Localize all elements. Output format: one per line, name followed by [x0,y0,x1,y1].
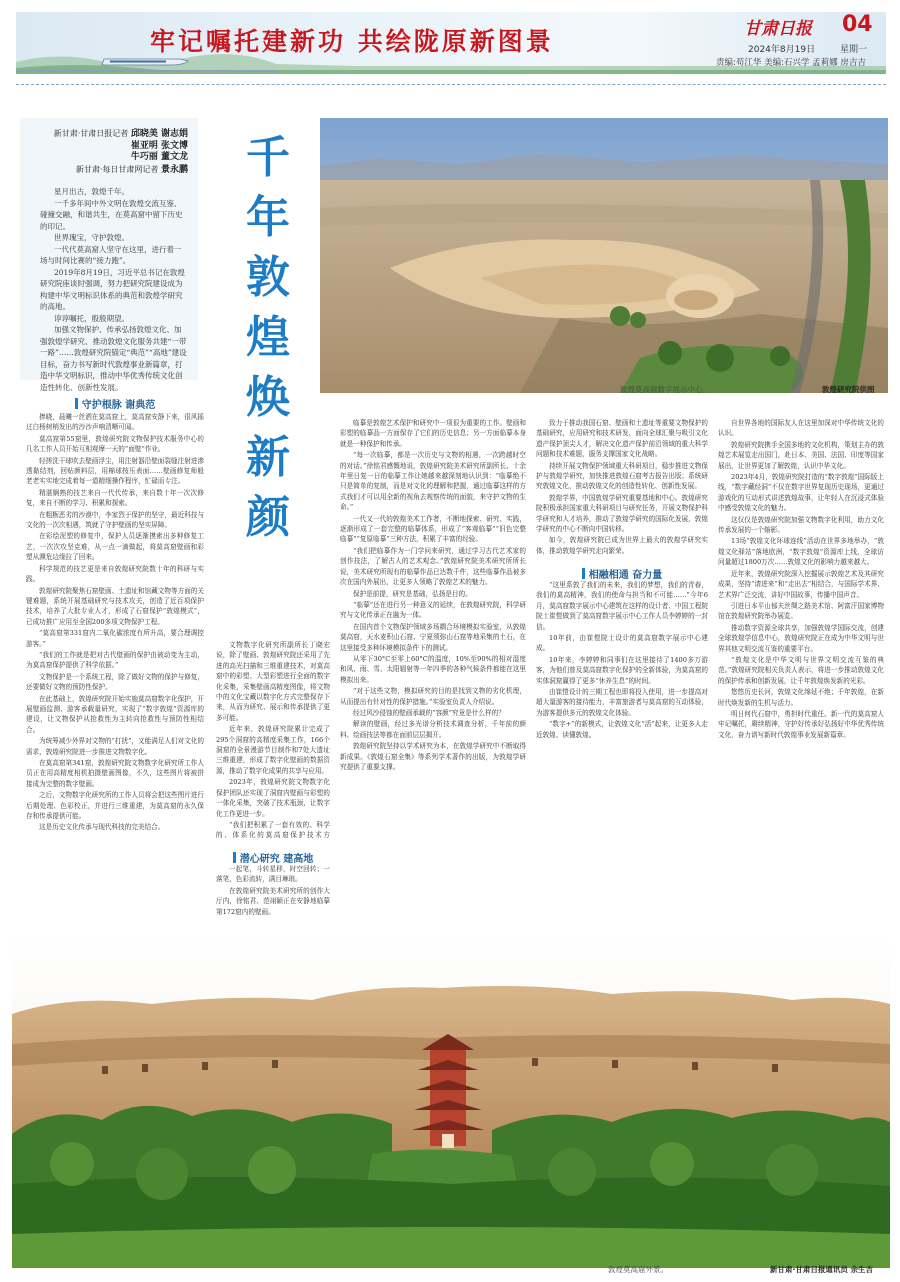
paragraph: “我们的工作就是把对古代壁画的保护由被动变为主动，为莫高窟保护提供了科学依据。” [26,650,204,670]
paragraph: 文物保护是一个系统工程，除了做好文物的保护与修复，还要做好文物的预防性保护。 [26,672,204,692]
article-column [536,580,708,924]
paragraph: 保护是前提，研究是基础，弘扬是目的。 [353,589,472,598]
paragraph: 一代又一代的敦煌美术工作者，不断地探索、研究、实践，逐渐形成了一套完整的临摹体系，形成了“客观临摹”“旧色完整临摹”“复原临摹”三种方法，积累了丰富的经验。 [340,514,526,544]
editorial-staff: 责编:苟江华 美编:石兴学 孟莉娜 房吉吉 [716,58,866,68]
lead-paragraph: 一千多年间中外文明在敦煌交流互鉴、碰撞交融，和谐共生，在莫高窟中留下历史的印记。 [40,198,183,231]
page-number: 04 [842,12,873,37]
lead-paragraph: 2019年8月19日，习近平总书记在敦煌研究院座谈时强调，努力把研究院建设成为构建中华文明标识体系的典范和敦煌学研究的高地。 [40,267,185,311]
paragraph: 敦煌研究院聚焦石窟壁画、土遗址和馆藏文物等方面的关键难题，系统开展基础研究与技术攻关，创造了近百项保护技术，培养了大批专业人才，形成了石窟保护“敦煌模式”，已成功推广应用至全国200多项文物保护工程。 [26,586,204,626]
heading-marker [233,852,236,863]
title-char: 年 [246,192,290,243]
paragraph: “我们把积累了一套有效的、科学的、体系化的莫高窟保护技术方 [216,820,330,840]
lead-paragraph: 一代代莫高窟人坚守在这里，进行着一场与时间比赛的“接力跑”。 [40,244,182,265]
paragraph: 10年前，由崔愷院士设计的莫高窟数字展示中心建成。 [536,634,708,653]
paragraph: 如今，敦煌研究院已成为世界上最大的敦煌学研究实体，推动敦煌学研究走向繁荣。 [536,536,708,555]
article-column [536,418,708,558]
article-column [26,412,204,924]
page-headline: 牢记嘱托建新功 共绘陇原新图景 [150,27,554,56]
paragraph: 经过风沙侵蚀的壁画承载的“容颜”究竟是什么样的？ [353,708,505,717]
paragraph: 敦煌学界，中国敦煌学研究重要基地和中心。敦煌研究院积极承担国家重大科研项目与研究任务，开展文物保护科学研究和人才培养，推动了敦煌学研究的国际化发展，敦煌学研究的中心不断向中国转移。 [536,493,708,534]
paragraph: 这是历史文化传承与现代科技的完美结合。 [39,823,165,832]
title-char: 千 [246,132,290,183]
byline [38,128,188,176]
paragraph: “莫高窟第331窟内二氧化碳浓度有所升高，要合理调控游客。” [26,629,204,648]
paragraph: 轻搓洗干球吹去壁画浮尘，用注射器沿壁面裂缝注射进渗透黏结剂，回贴颜料层，用棉球按压表面……壁画修复师般老老实实地完成着每一道精细操作程序，忙碌而专注。 [26,456,204,486]
paragraph: 10年来，李婷婷和同事们在这里接待了1400多万游客，为他们普及莫高窟数字化保护的全新体验，为莫高窟的实体洞窟赢得了更多“休养生息”的时间。 [536,655,708,685]
paragraph: “临摹”还在进行另一种意义的延续，在敦煌研究院，科学研究与文化传承正在融为一体。 [340,600,526,620]
byline-org: 新甘肃·每日甘肃网记者 [75,164,159,174]
paragraph: 莫高窟第55窟里，敦煌研究院文物保护技术服务中心的几名工作人员开始互相观摩一天的“面壁”作业。 [26,434,204,454]
paragraph: 在粗粝恶劣的沙漠中，李家烈于保护的坚守，最近科技与文化的一次次相遇，筑就了守护壁画的坚实屏障。 [26,510,204,530]
article-title [238,128,298,548]
paragraph: 科学规范的技艺更是来自敦煌研究院数十年的科研与实践。 [26,564,204,584]
title-char: 焕 [246,372,290,423]
paragraph: 致力于推动我国石窟、壁画和土遗址等重要文物保护的基础研究，应用研究和技术研发，面向全球汇聚与吸引文化遗产保护顶尖人才，解决文化遗产保护前沿领域的重大科学问题和技术难题，服务支撑国家文化战略。 [536,419,708,459]
paragraph: 文物数字化研究所副所长丁晓宏说，除了壁画、敦煌研究院还采用了先进的高光扫描和三维重建技术，对莫高窟中的彩塑、大型彩塑进行全面的数字化采集，采集壁画高精度图像，将文物中的文化宝藏以数字化方式完整保存下来，从而为研究、展示和传承提供了更多可能。 [216,641,330,722]
lead-paragraph: 谆谆嘱托，殷殷期望。 [54,313,129,323]
paragraph: 2023年4月，敦煌研究院打造的“数字敦煌”国际版上线，“数字藏经洞”不仅在数字世界复现历史现场，更通过游戏化的互动形式讲述敦煌故事，让年轻人在沉浸式体验中感受敦煌文化的魅力。 [718,473,884,513]
paragraph: 之后，文物数字化研究所的工作人员将会把这些图片进行后期处理、色彩校正，并进行三维重建，为莫高窟的永久保存和传承提供可能。 [26,791,204,821]
paragraph: 精湛娴熟的技艺来自一代代传承，来自数十年一次次修复，来自不断的学习、积累和探索。 [26,488,204,508]
paragraph: “这里系敦了我们的未来，我们的梦想，我们的青春，我们的莫高精神，我们的使命与担当和不可能……”今年6月，莫高窟数字展示中心建筑在这样的设计者、中国工程院院士崔愷做到了莫高窟数字展示中心工作人员李婷婷的一封信。 [536,581,708,631]
paragraph: 这仅仅是敦煌研究院加强文物数字化利用，助力文化传承发展的一个缩影。 [718,515,884,535]
paragraph: 临摹是敦煌艺术保护和研究中一项很为重要的工作。壁画和彩塑的临摹品一方面保存了它们的历史信息；另一方面临摹本身就是一种保护和传承。 [340,419,526,448]
paragraph: 捧晓，晨曦一丝洒在莫高窟上，莫高窟安静下来，很风摇过白杨树梢发出的沙沙声响清晰可闻。 [26,413,204,432]
section-heading [30,396,200,411]
article-column [718,418,884,924]
title-char: 颜 [246,492,290,543]
paragraph: “我们把临摹作为一门学问来研究，通过学习古代艺术家的创作技法，了解古人的艺术观念。”敦煌研究院美术研究所所长说，美术研究所现有的临摹作品已达数千件，这些临摹作品被多次在国内外展出，让更多人领略了敦煌艺术的魅力。 [340,546,526,587]
title-char: 新 [246,432,290,483]
heading-marker [75,398,78,409]
issue-date: 2024年8月19日 [748,45,816,55]
paragraph: 在国内首个文物保护领域多场耦合环境模拟实验室，从敦煌莫高窟，天水麦积山石窟、宁夏须弥山石窟等地采集的土石，在这里接受多种环境模拟条件下的测试。 [340,622,526,652]
paragraph: 从零下30°C至零上60°C的温度，10%至90%的相对湿度和风、雨、雪、太阳辐射等一年四季的各种气候条件都能在这里模拟出来。 [340,654,526,684]
lead-paragraph: 星月出古，敦煌千年。 [54,187,129,196]
title-char: 敦 [246,252,290,303]
paragraph: 在此基础上，敦煌研究院开始实施莫高窟数字化保护，开展壁画监测、游客承载量研究，实现了“数字敦煌”资源库的建设，让文物保护从抢救性为主转向抢救性与预防性相结合。 [26,694,204,734]
paragraph: 近年来，敦煌研究院累计完成了295个洞窟的高精度采集工作，166个洞窟的全景漫游节目制作和7处大遗址三维重建，形成了数字化壁画的数据资源，推动了数字化成果的共享与应用。 [216,725,330,775]
byline-org: 新甘肃·甘肃日报记者 [53,129,129,138]
paragraph: 引进日本平山郁夫丝绸之路美术馆、阿富汗国家博物馆在敦煌研究院举办展览。 [718,601,884,621]
photo-caption: 敦煌莫高窟数字展示中心。 [620,385,710,394]
section-heading-text: 相融相通 奋力量 [588,570,663,581]
paragraph: 在莫高窟第341窟，敦煌研究院文物数字化研究所工作人员正在用高精度相机拍摄壁画图像，不久，这些图片将被拼接成为完整的数字壁画。 [26,759,204,788]
paragraph: 敦煌研究院携手全国多地的文化机构，策划主办的敦煌艺术展览走出国门，赴日本、美国、法国、印度等国家展出，让世界更加了解敦煌，认识中华文化。 [718,440,884,470]
newspaper-masthead: 甘肃日报 [744,19,812,39]
paragraph: 持续开展文物保护领域重大科研项目，稳步推进文物保护与敦煌学研究，加快推进敦煌石窟考古报告出版；系统研究敦煌文化，推动敦煌文化的创造性转化、创新性发展。 [536,461,708,491]
byline-names: 景永鹏 [160,164,188,175]
byline-names: 崔亚明 张文博 [130,140,188,151]
paragraph: 敦煌研究院坚持以学术研究为本，在敦煌学研究中不断取得新成果。《敦煌石窟全集》等系列学术著作的出版，为敦煌学研究提供了重要支撑。 [340,742,526,771]
paragraph: 为统筹减少外界对文物的“打扰”，又能满足人们对文化的需求，敦煌研究院进一步推进文物数字化。 [26,737,204,756]
lead-paragraph: 世界瑰宝，守护敦煌。 [54,233,129,242]
article-column [340,418,526,924]
paragraph: 自世界各地的国际友人在这里加深对中华传统文化的认识。 [718,419,884,438]
issue-weekday: 星期一 [840,45,868,55]
heading-marker [582,568,585,579]
paragraph: “每一次临摹，都是一次历史与文物的相遇，一次跨越时空的对话。”徐铭君感慨地说，敦煌研究院美术研究所副所长、十余年里日复一日的临摹工作让她越来越深刻地认识到：“临摹绝不只是简单的复制，而是对文化的理解和把握，通过临摹这样的方式我们才可以用全新的视角去观察传统的面貌，来守护文物的生命。” [340,451,526,512]
paragraph: 在彩绘泥塑的修复中，保护人员逐渐摸索出多种修复工艺，一次次攻坚克难，从一点一滴做起，将莫高窟壁画和彩塑从濒危边缘拉了回来。 [26,532,204,562]
mogao-grottoes-panorama-photo [12,934,890,1268]
article-column [216,640,330,840]
paragraph: 由崔愷设计的三期工程也即将投入使用，进一步提高对超大量游客的接待能力，丰富旅游者与莫高窟的互动体验，为游客提供多元的敦煌文化体验。 [536,688,708,717]
header-divider [16,84,886,85]
paragraph: 悠悠历史长河，敦煌文化绵延不绝；千年敦煌，在新时代焕发新的生机与活力。 [718,688,884,707]
paragraph: 解读的壁画，经过多光谱分析技术调查分析，千年前的颜料、绘画技法等都在面前层层揭开。 [340,720,526,739]
section-heading-text: 潜心研究 建高地 [239,854,314,865]
photo-credit: 敦煌研究院供图 [822,385,875,394]
photo-caption: 敦煌莫高窟外景。 [608,1265,668,1274]
section-heading [536,566,708,581]
section-heading [216,850,330,865]
paragraph: 13场“敦煌文化环球连线”活动在世界多地举办，“敦煌文化驿站”落地欧洲，“数字敦煌”资源库上线，全球访问量超过1800万次……敦煌文化的影响力越来越大。 [718,537,884,567]
article-column [216,864,330,924]
paragraph: 在敦煌研究院美术研究所的创作大厅内，徐铭君、范翊颖正在安静地临摹第172窟内的壁画。 [216,886,330,916]
title-char: 煌 [246,312,290,363]
paragraph: “敦煌文化是中华文明与世界文明交流互鉴的典范。”敦煌研究院相关负责人表示，将进一步推动敦煌文化的保护传承和创新发展，让千年敦煌焕发新的光彩。 [718,655,884,685]
photo-credit: 新甘肃·甘肃日报通讯员 余生吉 [770,1265,873,1274]
paragraph: 一起笔，斗转星移，时空回转；一落笔，色彩流转，满目琳琅。 [216,865,330,884]
paragraph: 2023年，敦煌研究院文物数字化保护团队还实现了洞窟内壁画与彩塑的一体化采集，突破了技术瓶颈，让数字化工作更进一步。 [216,778,330,818]
byline-names: 邱晓美 谢志娟 [130,129,188,139]
lead-paragraphs [40,186,188,393]
page-header [0,0,900,90]
paragraph: “数字+”的新模式，让敦煌文化“活”起来，让更多人走近敦煌、读懂敦煌。 [536,720,708,739]
section-heading-text: 守护根脉 谢典范 [81,400,156,411]
paragraph: 推动数字资源全球共享，加强敦煌学国际交流，创建全球敦煌学信息中心，敦煌研究院正在成为中华文明与世界其他文明交流互鉴的重要平台。 [718,623,884,653]
byline-names: 牛巧丽 董文龙 [130,152,188,162]
lead-paragraph: 加强文物保护、传承弘扬敦煌文化、加强敦煌学研究、推动敦煌文化服务共建“一带一路”……敦煌研究院锚定“典范”“高地”建设目标，奋力书写新时代敦煌事业新篇章，打造中华文明标识，推动中华优秀传统文化创造性转化、创新性发展。 [40,325,187,392]
paragraph: 明日何代石窟中，勇担时代重任。新一代的莫高窟人牢记嘱托，赓续精神，守护好传承好弘扬好中华优秀传统文化，奋力谱写新时代敦煌事业发展新篇章。 [718,709,884,739]
digital-center-aerial-photo [320,118,888,393]
paragraph: “对于这些文物，模拟研究的目的是找到文物的劣化机理，从而提出有针对性的保护措施。”实验室负责人介绍说。 [340,687,526,706]
paragraph: 近年来，敦煌研究院深入挖掘展示敦煌艺术及其研究成果，坚持“请进来”和“走出去”相结合，与国际学术界、艺术界广泛交流，讲好中国故事，传播中国声音。 [718,569,884,599]
